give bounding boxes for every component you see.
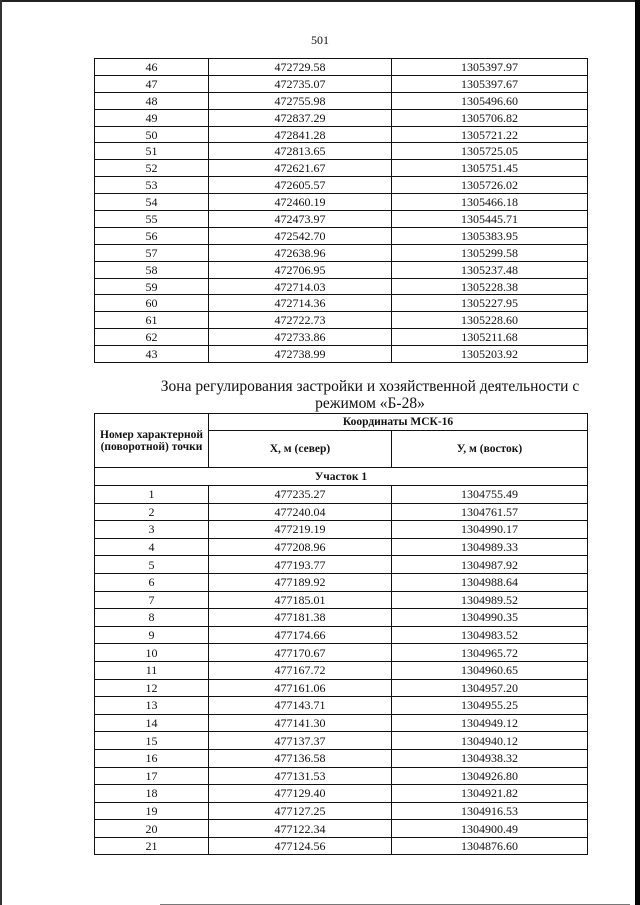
point-number-cell: 16	[95, 749, 209, 767]
x-coordinate-cell: 477208.96	[209, 538, 392, 556]
section-row	[95, 468, 588, 486]
point-number-cell: 19	[95, 802, 209, 820]
point-number-cell: 3	[95, 521, 209, 539]
point-number-cell: 2	[95, 503, 209, 521]
y-coordinate-cell: 1304926.80	[392, 767, 588, 785]
table-row	[95, 143, 588, 160]
y-coordinate-cell: 1305211.68	[392, 329, 588, 346]
y-coordinate-cell: 1304755.49	[392, 486, 588, 504]
y-coordinate-cell: 1305299.58	[392, 244, 588, 261]
x-coordinate-cell: 472714.36	[209, 295, 392, 312]
table-row	[95, 661, 588, 679]
point-number-cell: 53	[95, 177, 209, 194]
table-row	[95, 521, 588, 539]
table-row	[95, 312, 588, 329]
x-coordinate-cell: 472738.99	[209, 346, 392, 363]
point-number-cell: 10	[95, 644, 209, 662]
point-number-cell: 55	[95, 211, 209, 228]
x-coordinate-cell: 477127.25	[209, 802, 392, 820]
y-coordinate-cell: 1305237.48	[392, 261, 588, 278]
x-coordinate-cell: 477129.40	[209, 785, 392, 803]
y-coordinate-cell: 1304988.64	[392, 573, 588, 591]
point-number-cell: 43	[95, 346, 209, 363]
point-number-cell: 21	[95, 837, 209, 855]
y-coordinate-cell: 1305445.71	[392, 211, 588, 228]
point-number-cell: 46	[95, 59, 209, 76]
point-number-cell: 1	[95, 486, 209, 504]
header-coordinates-group: Координаты МСК-16	[209, 414, 588, 431]
table-row	[95, 679, 588, 697]
y-coordinate-cell: 1304990.35	[392, 609, 588, 627]
x-coordinate-cell: 472621.67	[209, 160, 392, 177]
table-row	[95, 295, 588, 312]
table-row	[95, 486, 588, 504]
x-coordinate-cell: 477174.66	[209, 626, 392, 644]
point-number-cell: 13	[95, 697, 209, 715]
x-coordinate-cell: 472473.97	[209, 211, 392, 228]
x-coordinate-cell: 477137.37	[209, 732, 392, 750]
y-coordinate-cell: 1304876.60	[392, 837, 588, 855]
page-number: 501	[311, 33, 329, 47]
point-number-cell: 8	[95, 609, 209, 627]
x-coordinate-cell: 472460.19	[209, 194, 392, 211]
point-number-cell: 18	[95, 785, 209, 803]
table-row	[95, 126, 588, 143]
table-row	[95, 591, 588, 609]
table-row	[95, 59, 588, 76]
y-coordinate-cell: 1305751.45	[392, 160, 588, 177]
table-row	[95, 160, 588, 177]
table-row	[95, 609, 588, 627]
scan-edge-top	[0, 0, 640, 2]
x-coordinate-cell: 477240.04	[209, 503, 392, 521]
x-coordinate-cell: 477131.53	[209, 767, 392, 785]
y-coordinate-cell: 1305725.05	[392, 143, 588, 160]
table-row	[95, 346, 588, 363]
x-coordinate-cell: 477161.06	[209, 679, 392, 697]
x-coordinate-cell: 477219.19	[209, 521, 392, 539]
x-coordinate-cell: 477167.72	[209, 661, 392, 679]
table-row	[95, 802, 588, 820]
x-coordinate-cell: 472837.29	[209, 109, 392, 126]
point-number-cell: 9	[95, 626, 209, 644]
y-coordinate-cell: 1305397.97	[392, 59, 588, 76]
table-row	[95, 329, 588, 346]
point-number-cell: 57	[95, 244, 209, 261]
y-coordinate-cell: 1305228.38	[392, 278, 588, 295]
coordinates-table-continued	[94, 58, 588, 363]
y-coordinate-cell: 1304989.52	[392, 591, 588, 609]
x-coordinate-cell: 472605.57	[209, 177, 392, 194]
y-coordinate-cell: 1305496.60	[392, 92, 588, 109]
x-coordinate-cell: 472841.28	[209, 126, 392, 143]
x-coordinate-cell: 472714.03	[209, 278, 392, 295]
table-row	[95, 837, 588, 855]
point-number-cell: 6	[95, 573, 209, 591]
header-y-east: У, м (восток)	[392, 431, 588, 468]
y-coordinate-cell: 1304916.53	[392, 802, 588, 820]
x-coordinate-cell: 472729.58	[209, 59, 392, 76]
y-coordinate-cell: 1304960.65	[392, 661, 588, 679]
x-coordinate-cell: 477136.58	[209, 749, 392, 767]
table-row	[95, 538, 588, 556]
point-number-cell: 52	[95, 160, 209, 177]
y-coordinate-cell: 1305466.18	[392, 194, 588, 211]
point-number-cell: 59	[95, 278, 209, 295]
table-row	[95, 556, 588, 574]
point-number-cell: 12	[95, 679, 209, 697]
table-row	[95, 278, 588, 295]
table-body	[95, 59, 588, 363]
point-number-cell: 20	[95, 820, 209, 838]
header-x-north: Х, м (север)	[209, 431, 392, 468]
table-row	[95, 227, 588, 244]
table-row	[95, 109, 588, 126]
x-coordinate-cell: 477193.77	[209, 556, 392, 574]
table-row	[95, 92, 588, 109]
table-row	[95, 785, 588, 803]
table-row	[95, 732, 588, 750]
table-row	[95, 244, 588, 261]
point-number-cell: 51	[95, 143, 209, 160]
point-number-cell: 17	[95, 767, 209, 785]
point-number-cell: 54	[95, 194, 209, 211]
point-number-cell: 49	[95, 109, 209, 126]
table-header	[95, 414, 588, 468]
y-coordinate-cell: 1305383.95	[392, 227, 588, 244]
y-coordinate-cell: 1304957.20	[392, 679, 588, 697]
y-coordinate-cell: 1304940.12	[392, 732, 588, 750]
y-coordinate-cell: 1305721.22	[392, 126, 588, 143]
table-row	[95, 573, 588, 591]
x-coordinate-cell: 472722.73	[209, 312, 392, 329]
x-coordinate-cell: 477124.56	[209, 837, 392, 855]
x-coordinate-cell: 477141.30	[209, 714, 392, 732]
scan-edge-left	[0, 0, 2, 905]
y-coordinate-cell: 1304989.33	[392, 538, 588, 556]
x-coordinate-cell: 472755.98	[209, 92, 392, 109]
point-number-cell: 15	[95, 732, 209, 750]
point-number-cell: 5	[95, 556, 209, 574]
x-coordinate-cell: 477143.71	[209, 697, 392, 715]
y-coordinate-cell: 1304761.57	[392, 503, 588, 521]
table-row	[95, 697, 588, 715]
header-point-number: Номер характерной (поворотной) точки	[95, 414, 209, 468]
x-coordinate-cell: 472733.86	[209, 329, 392, 346]
section-label: Участок 1	[95, 468, 588, 486]
y-coordinate-cell: 1305203.92	[392, 346, 588, 363]
table-body	[95, 468, 588, 855]
table-row	[95, 177, 588, 194]
table-row	[95, 626, 588, 644]
x-coordinate-cell: 477235.27	[209, 486, 392, 504]
x-coordinate-cell: 472706.95	[209, 261, 392, 278]
x-coordinate-cell: 472638.96	[209, 244, 392, 261]
point-number-cell: 60	[95, 295, 209, 312]
table-row	[95, 820, 588, 838]
table-row	[95, 261, 588, 278]
table-row	[95, 749, 588, 767]
point-number-cell: 50	[95, 126, 209, 143]
point-number-cell: 62	[95, 329, 209, 346]
y-coordinate-cell: 1305227.95	[392, 295, 588, 312]
zone-title-line-2: режимом «Б-28»	[315, 395, 425, 412]
table-row	[95, 644, 588, 662]
x-coordinate-cell: 472813.65	[209, 143, 392, 160]
table-row	[95, 75, 588, 92]
coordinates-table-b28	[94, 413, 588, 855]
table-row	[95, 194, 588, 211]
y-coordinate-cell: 1304990.17	[392, 521, 588, 539]
y-coordinate-cell: 1304965.72	[392, 644, 588, 662]
point-number-cell: 48	[95, 92, 209, 109]
y-coordinate-cell: 1304921.82	[392, 785, 588, 803]
x-coordinate-cell: 477181.38	[209, 609, 392, 627]
table-row	[95, 714, 588, 732]
point-number-cell: 4	[95, 538, 209, 556]
y-coordinate-cell: 1305706.82	[392, 109, 588, 126]
y-coordinate-cell: 1305726.02	[392, 177, 588, 194]
x-coordinate-cell: 477170.67	[209, 644, 392, 662]
y-coordinate-cell: 1304900.49	[392, 820, 588, 838]
scan-edge-right	[635, 0, 640, 905]
point-number-cell: 7	[95, 591, 209, 609]
y-coordinate-cell: 1304955.25	[392, 697, 588, 715]
y-coordinate-cell: 1304938.32	[392, 749, 588, 767]
zone-title-line-1: Зона регулирования застройки и хозяйственной деятельности с	[160, 378, 580, 395]
y-coordinate-cell: 1304949.12	[392, 714, 588, 732]
x-coordinate-cell: 472735.07	[209, 75, 392, 92]
zone-title	[150, 378, 590, 412]
point-number-cell: 14	[95, 714, 209, 732]
point-number-cell: 56	[95, 227, 209, 244]
x-coordinate-cell: 477122.34	[209, 820, 392, 838]
table-row	[95, 211, 588, 228]
x-coordinate-cell: 477185.01	[209, 591, 392, 609]
y-coordinate-cell: 1304987.92	[392, 556, 588, 574]
table-row	[95, 767, 588, 785]
point-number-cell: 11	[95, 661, 209, 679]
y-coordinate-cell: 1304983.52	[392, 626, 588, 644]
x-coordinate-cell: 472542.70	[209, 227, 392, 244]
y-coordinate-cell: 1305228.60	[392, 312, 588, 329]
x-coordinate-cell: 477189.92	[209, 573, 392, 591]
point-number-cell: 58	[95, 261, 209, 278]
point-number-cell: 61	[95, 312, 209, 329]
table-row	[95, 503, 588, 521]
point-number-cell: 47	[95, 75, 209, 92]
y-coordinate-cell: 1305397.67	[392, 75, 588, 92]
